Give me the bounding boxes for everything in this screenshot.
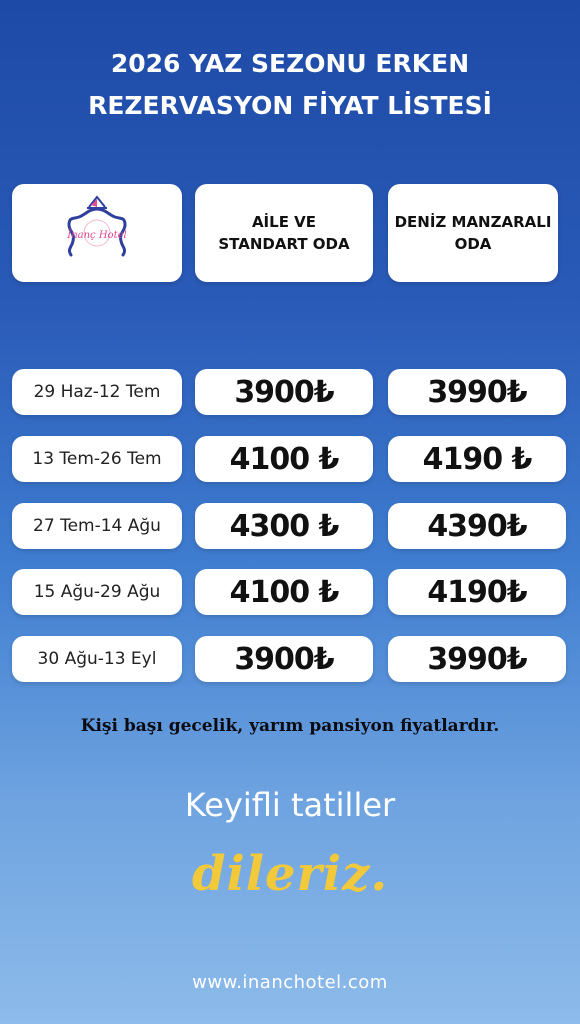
period-label: 29 Haz-12 Tem: [33, 382, 161, 402]
wish-line-2: dileriz.: [191, 846, 389, 902]
period-label: 27 Tem-14 Ağu: [33, 516, 161, 536]
price-standard: 3900₺: [234, 641, 334, 677]
price-cell-sea-view: [388, 436, 566, 482]
price-cell-standard: [195, 569, 373, 615]
price-cell-sea-view: [388, 503, 566, 549]
period-label: 15 Ağu-29 Ağu: [33, 582, 161, 602]
table-row-period: [12, 369, 182, 415]
price-sea-view: 3990₺: [427, 641, 527, 677]
price-standard: 4100 ₺: [229, 441, 339, 477]
price-sea-view: 4190₺: [427, 574, 527, 610]
title-line-1: 2026 YAZ SEZONU ERKEN: [110, 49, 470, 78]
title-line-2: REZERVASYON FİYAT LİSTESİ: [88, 91, 492, 120]
table-row-period: [12, 436, 182, 482]
pricing-note: Kişi başı gecelik, yarım pansiyon fiyatlardır.: [80, 716, 500, 736]
column-header-standard: [195, 184, 373, 282]
price-cell-sea-view: [388, 636, 566, 682]
table-row-period: [12, 569, 182, 615]
logo-card: [12, 184, 182, 282]
price-standard: 4100 ₺: [229, 574, 339, 610]
table-row-period: [12, 636, 182, 682]
price-cell-standard: [195, 636, 373, 682]
wish-line-1: Keyifli tatiller: [184, 786, 396, 824]
price-cell-sea-view: [388, 569, 566, 615]
period-label: 30 Ağu-13 Eyl: [37, 649, 157, 669]
price-sea-view: 4390₺: [427, 508, 527, 544]
column-header-sea-view: [388, 184, 558, 282]
column-header-standard-label: AİLE VE STANDART ODA: [218, 213, 350, 253]
price-sea-view: 3990₺: [427, 374, 527, 410]
price-standard: 4300 ₺: [229, 508, 339, 544]
logo-text: İnanç Hotel: [67, 230, 127, 241]
table-row-period: [12, 503, 182, 549]
price-cell-standard: [195, 436, 373, 482]
price-cell-standard: [195, 369, 373, 415]
column-header-sea-view-label: DENİZ MANZARALI ODA: [394, 213, 552, 253]
period-label: 13 Tem-26 Tem: [32, 449, 162, 469]
price-cell-sea-view: [388, 369, 566, 415]
website-link[interactable]: www.inanchotel.com: [192, 972, 388, 993]
price-cell-standard: [195, 503, 373, 549]
price-sea-view: 4190 ₺: [422, 441, 532, 477]
price-standard: 3900₺: [234, 374, 334, 410]
